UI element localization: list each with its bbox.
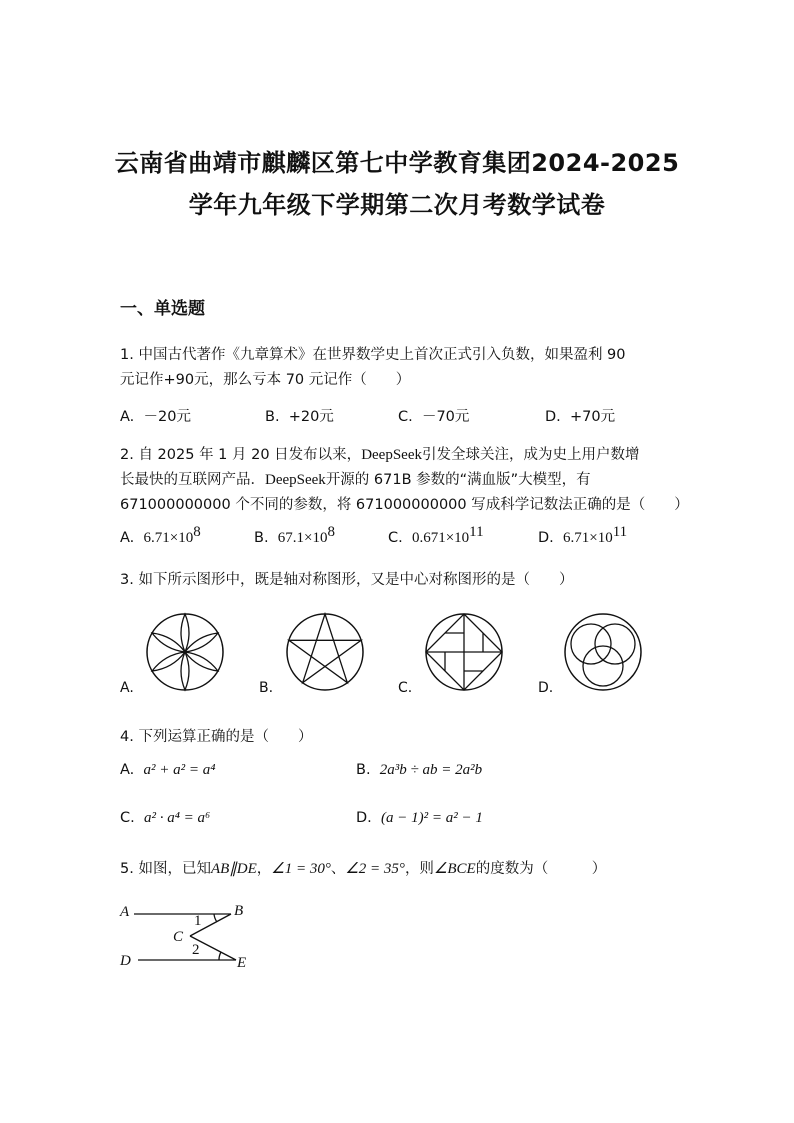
q5-point-e: E (237, 955, 247, 971)
q3-stem: 3. 如下所示图形中，既是轴对称图形，又是中心对称图形的是（ ） (120, 572, 574, 588)
q4-option-c: C. a² · a⁴ = a⁶ (120, 810, 211, 826)
q4-option-a: A. a² + a² = a⁴ (120, 762, 216, 778)
q3-label-d: D. (538, 680, 554, 696)
q3-figure-c-square-pinwheel (423, 611, 505, 693)
q1-option-d: D. +70元 (545, 409, 616, 425)
q3-label-a: A. (120, 680, 134, 696)
section-heading: 一、单选题 (120, 299, 205, 319)
q5-angle-1-label: 1 (194, 913, 202, 929)
q5-stem: 5. 如图，已知AB∥DE，∠1 = 30°、∠2 = 35°，则∠BCE的度数为（ ） (120, 861, 607, 877)
exam-title-line1: 云南省曲靖市麒麟区第七中学教育集团2024-2025 (114, 149, 680, 177)
q4-stem: 4. 下列运算正确的是（ ） (120, 729, 313, 745)
q4-option-b: B. 2a³b ÷ ab = 2a²b (356, 762, 483, 778)
exam-title-line2: 学年九年级下学期第二次月考数学试卷 (188, 191, 606, 219)
q1-stem-line1: 1. 中国古代著作《九章算术》在世界数学史上首次正式引入负数，如果盈利 90 (120, 347, 626, 363)
q5-point-d: D (120, 953, 131, 969)
q2-stem-line2: 长最快的互联网产品．DeepSeek开源的 671B 参数的“满血版”大模型，有 (120, 472, 591, 488)
q3-figure-d-three-circles (562, 611, 644, 693)
q2-option-d: D. $6.71\times 10^{11}$ (538, 524, 628, 546)
q2-option-c: C. $0.671\times 10^{11}$ (388, 524, 484, 546)
q5-point-b: B (234, 903, 244, 919)
q1-option-b: B. +20元 (265, 409, 334, 425)
q2-option-a: A. $6.71\times 10^8$ (120, 524, 201, 546)
q3-label-b: B. (259, 680, 274, 696)
q2-option-b: B. $67.1\times 10^8$ (254, 524, 335, 546)
q3-figure-a-flower (144, 611, 226, 693)
q5-angle-2-label: 2 (192, 942, 200, 958)
q2-stem-line3: 671000000000 个不同的参数，将 671000000000 写成科学记数法正确的是（ ） (120, 497, 689, 513)
q5-point-c: C (173, 929, 184, 945)
q5-point-a: A (120, 904, 130, 920)
q1-option-c: C. －70元 (398, 409, 470, 425)
q4-option-d: D. (a − 1)² = a² − 1 (356, 810, 483, 826)
q3-figure-b-star (284, 611, 366, 693)
q3-label-c: C. (398, 680, 413, 696)
q1-option-a: A. －20元 (120, 409, 191, 425)
q2-stem-line1: 2. 自 2025 年 1 月 20 日发布以来，DeepSeek引发全球关注，成为史上用户数增 (120, 447, 640, 463)
q1-stem-line2: 元记作+90元，那么亏本 70 元记作（ ） (120, 372, 411, 388)
